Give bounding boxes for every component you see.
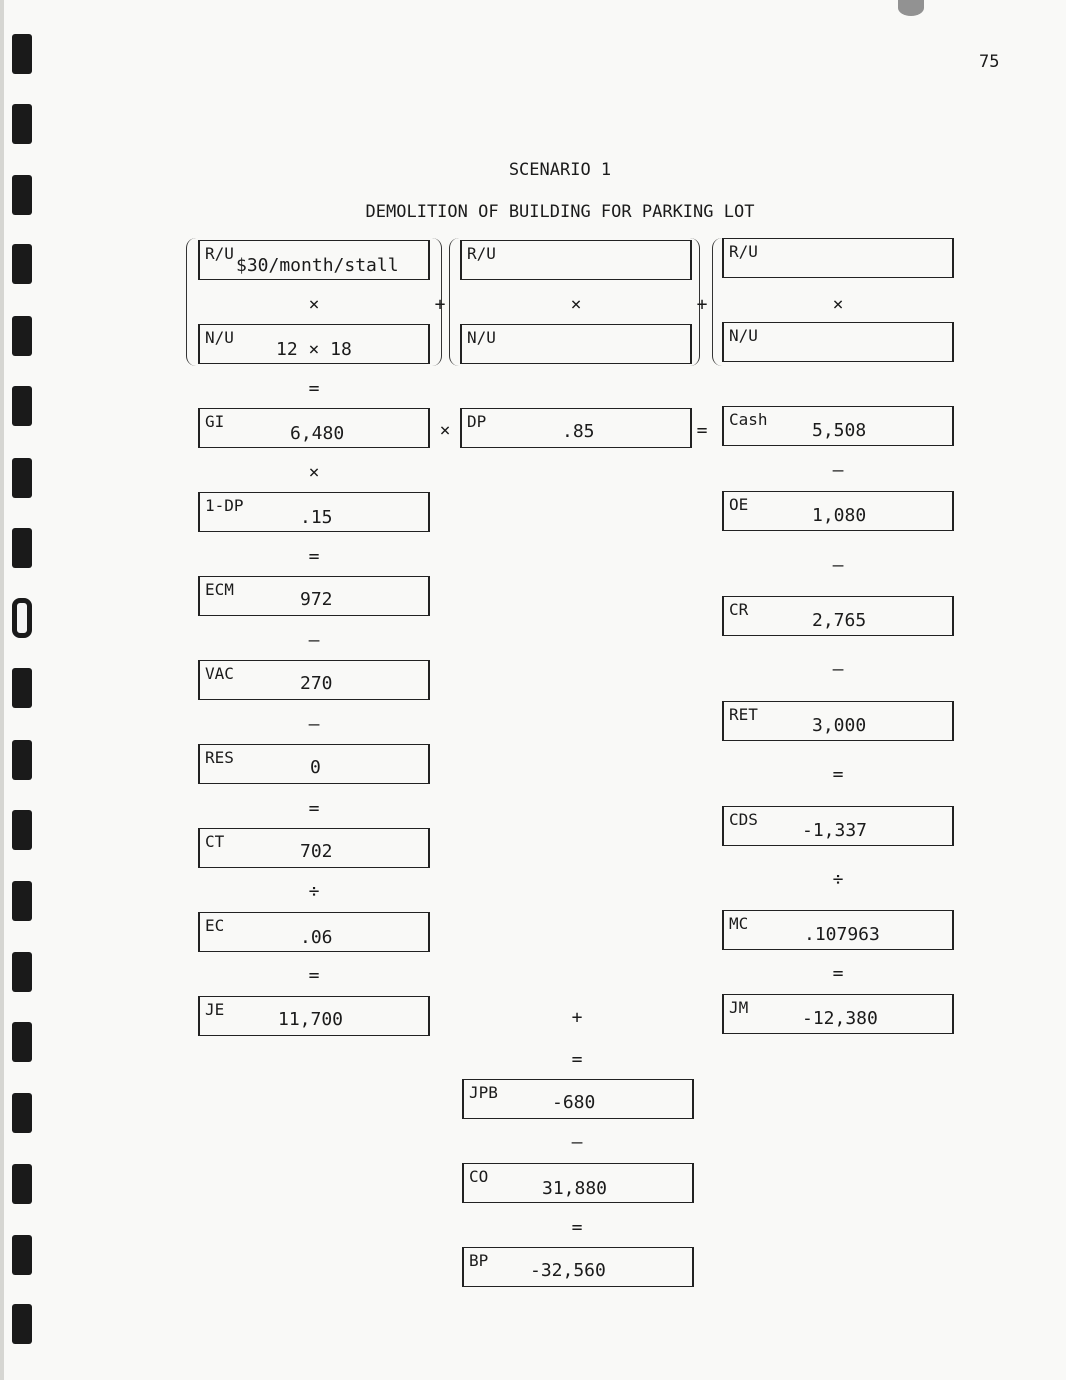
res-box [198,744,430,784]
minus-sign: – [308,714,320,735]
gi-value: 6,480 [290,423,345,444]
cds-value: -1,337 [802,820,868,841]
page-number: 75 [979,52,1000,72]
equals-sign: = [571,1217,583,1238]
jm-box [722,994,954,1034]
equals-sign: = [696,420,708,441]
oe-box [722,491,954,531]
minus-sign: – [571,1132,583,1153]
one-minus-dp-label: 1-DP [205,496,244,515]
co-value: 31,880 [542,1178,608,1199]
times-sign: × [570,294,582,315]
one-minus-dp-box [198,492,430,532]
jpb-value: -680 [552,1092,596,1113]
nu-box-col1 [198,324,430,364]
divide-sign: ÷ [832,869,844,890]
ru-box-col3 [722,238,954,278]
ecm-value: 972 [300,589,333,610]
scan-smudge [898,0,924,16]
vac-label: VAC [205,664,234,683]
page-title: SCENARIO 1 [508,160,612,180]
cash-label: Cash [729,410,768,429]
dp-label: DP [467,412,487,431]
oe-value: 1,080 [812,505,867,526]
ec-box [198,912,430,952]
mc-value: .107963 [804,924,880,945]
mc-label: MC [729,914,749,933]
ret-value: 3,000 [812,715,867,736]
bp-box [462,1247,694,1287]
ru-box-col1 [198,240,430,280]
je-label: JE [205,1000,225,1019]
nu-value: 12 × 18 [276,339,352,360]
ct-label: CT [205,832,225,851]
res-value: 0 [310,757,321,778]
ec-label: EC [205,916,225,935]
equals-sign: = [308,965,320,986]
jpb-label: JPB [469,1083,498,1102]
gi-label: GI [205,412,225,431]
equals-sign: = [308,378,320,399]
je-box [198,996,430,1036]
co-box [462,1163,694,1203]
ct-value: 702 [300,841,333,862]
plus-sign: + [571,1007,583,1028]
cr-box [722,596,954,636]
page-subtitle: DEMOLITION OF BUILDING FOR PARKING LOT [365,202,755,222]
plus-sign: + [696,294,708,315]
ec-value: .06 [300,927,333,948]
nu-box-col2 [460,324,692,364]
plus-sign: + [434,294,446,315]
res-label: RES [205,748,234,767]
minus-sign: – [832,659,844,680]
minus-sign: – [308,630,320,651]
nu-label: N/U [729,326,758,345]
equals-sign: = [308,798,320,819]
nu-label: N/U [467,328,496,347]
left-paren-col1 [186,238,196,366]
equals-sign: = [571,1049,583,1070]
ru-label: R/U [729,242,758,261]
bp-value: -32,560 [530,1260,606,1281]
cr-label: CR [729,600,749,619]
jm-label: JM [729,998,749,1017]
equals-sign: = [832,963,844,984]
cds-label: CDS [729,810,758,829]
ru-box-col2 [460,240,692,280]
ct-box [198,828,430,868]
je-value: 11,700 [278,1009,344,1030]
nu-label: N/U [205,328,234,347]
one-minus-dp-value: .15 [300,507,333,528]
ru-value: $30/month/stall [236,255,399,276]
times-sign: × [308,462,320,483]
ru-label: R/U [467,244,496,263]
minus-sign: – [832,460,844,481]
nu-box-col3 [722,322,954,362]
vac-value: 270 [300,673,333,694]
mc-box [722,910,954,950]
co-label: CO [469,1167,489,1186]
dp-value: .85 [562,421,595,442]
oe-label: OE [729,495,749,514]
jpb-box [462,1079,694,1119]
ecm-box [198,576,430,616]
ru-label: R/U [205,244,234,263]
times-sign: × [308,294,320,315]
vac-box [198,660,430,700]
times-sign: × [439,420,451,441]
equals-sign: = [832,764,844,785]
gi-box [198,408,430,448]
equals-sign: = [308,546,320,567]
cash-box [722,406,954,446]
ecm-label: ECM [205,580,234,599]
bp-label: BP [469,1251,489,1270]
ret-label: RET [729,705,758,724]
minus-sign: – [832,555,844,576]
ret-box [722,701,954,741]
cash-value: 5,508 [812,420,867,441]
cds-box [722,806,954,846]
cr-value: 2,765 [812,610,867,631]
dp-box [460,408,692,448]
times-sign: × [832,294,844,315]
divide-sign: ÷ [308,881,320,902]
jm-value: -12,380 [802,1008,878,1029]
